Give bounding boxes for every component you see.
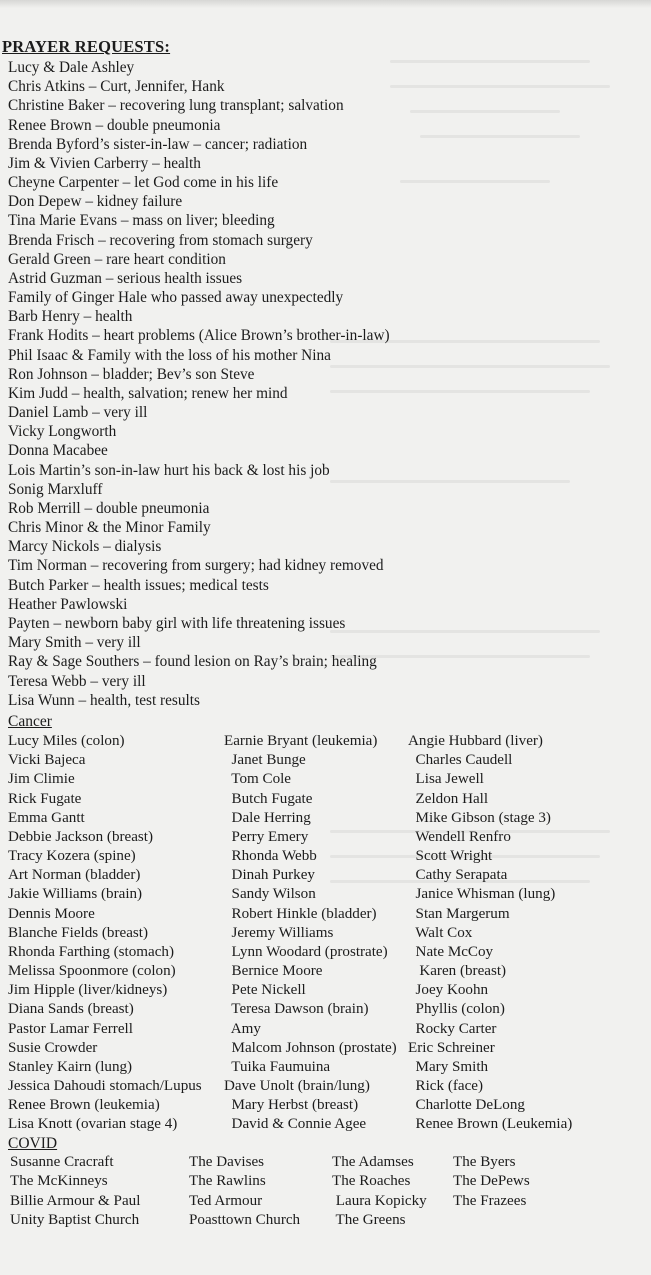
- cancer-list-item: Pete Nickell: [224, 982, 306, 999]
- cancer-list-item: Vicki Bajeca: [8, 752, 86, 769]
- prayer-request-item: Mary Smith – very ill: [8, 634, 141, 652]
- cancer-list-item: Cathy Serapata: [408, 867, 508, 884]
- prayer-request-item: Brenda Byford’s sister-in-law – cancer; radiation: [8, 135, 308, 153]
- cancer-list-item: Teresa Dawson (brain): [224, 1001, 369, 1018]
- covid-list-item: Ted Armour: [189, 1192, 263, 1209]
- cancer-list-item: Joey Koohn: [408, 982, 489, 999]
- cancer-list-item: Dale Herring: [224, 809, 311, 826]
- cancer-list-item: Lucy Miles (colon): [8, 733, 125, 749]
- cancer-list-item: Malcom Johnson (prostate): [224, 1039, 397, 1056]
- prayer-request-item: Chris Minor & the Minor Family: [8, 519, 211, 537]
- cancer-list-item: Renee Brown (Leukemia): [408, 1116, 573, 1133]
- covid-column-2: [189, 1153, 300, 1231]
- cancer-list-item: Dave Unolt (brain/lung): [224, 1078, 370, 1095]
- covid-list-item: The Adamses: [332, 1154, 414, 1170]
- cancer-list-item: Mary Smith: [408, 1058, 489, 1075]
- cancer-list-item: Tuika Faumuina: [224, 1058, 331, 1075]
- cancer-list-item: Stan Margerum: [408, 905, 510, 922]
- covid-section-heading: COVID: [8, 1135, 58, 1152]
- cancer-list-item: Jeremy Williams: [224, 924, 334, 941]
- covid-list-item: The DePews: [453, 1173, 530, 1190]
- cancer-section-heading: Cancer: [8, 713, 52, 730]
- prayer-request-item: Family of Ginger Hale who passed away unexpectedly: [8, 289, 344, 307]
- cancer-list-item: Art Norman (bladder): [8, 867, 141, 884]
- prayer-request-item: Tim Norman – recovering from surgery; had kidney removed: [8, 557, 384, 575]
- prayer-request-item: Gerald Green – rare heart condition: [8, 250, 226, 268]
- cancer-list-item: Janet Bunge: [224, 752, 306, 769]
- prayer-request-item: Brenda Frisch – recovering from stomach surgery: [8, 231, 313, 249]
- cancer-list-item: Jakie Williams (brain): [8, 886, 143, 903]
- prayer-request-item: Lucy & Dale Ashley: [8, 59, 135, 76]
- covid-list-item: Susanne Cracraft: [10, 1154, 114, 1170]
- prayer-request-item: Daniel Lamb – very ill: [8, 404, 148, 422]
- prayer-requests-heading: PRAYER REQUESTS:: [2, 37, 171, 56]
- prayer-requests-list: [8, 58, 390, 710]
- covid-column-1: [10, 1153, 140, 1231]
- covid-list-item: The Frazees: [453, 1192, 527, 1209]
- cancer-list-item: Blanche Fields (breast): [8, 924, 148, 941]
- cancer-list-item: Mary Herbst (breast): [224, 1097, 359, 1114]
- covid-list-item: The Byers: [453, 1154, 516, 1170]
- prayer-request-item: Chris Atkins – Curt, Jennifer, Hank: [8, 78, 225, 96]
- cancer-list-item: Phyllis (colon): [408, 1001, 505, 1018]
- covid-list-item: The McKinneys: [10, 1173, 108, 1190]
- cancer-list-item: Butch Fugate: [224, 790, 313, 807]
- cancer-list-item: Perry Emery: [224, 828, 309, 845]
- cancer-list-item: Rhonda Webb: [224, 848, 317, 865]
- prayer-request-item: Frank Hodits – heart problems (Alice Brown’s brother-in-law): [8, 327, 390, 345]
- covid-list-item: The Roaches: [332, 1173, 411, 1190]
- cancer-list-item: Stanley Kairn (lung): [8, 1058, 133, 1075]
- prayer-request-item: Don Depew – kidney failure: [8, 193, 183, 211]
- cancer-list-item: Scott Wright: [408, 848, 493, 865]
- cancer-list-item: Amy: [224, 1020, 261, 1037]
- covid-list-item: Billie Armour & Paul: [10, 1192, 141, 1209]
- prayer-request-item: Teresa Webb – very ill: [8, 672, 146, 690]
- covid-list-item: Poasttown Church: [189, 1212, 301, 1229]
- prayer-request-item: Phil Isaac & Family with the loss of his mother Nina: [8, 346, 331, 364]
- cancer-list-item: Pastor Lamar Ferrell: [8, 1020, 133, 1037]
- cancer-list-item: Tom Cole: [224, 771, 292, 788]
- prayer-request-item: Tina Marie Evans – mass on liver; bleeding: [8, 212, 275, 230]
- prayer-request-item: Christine Baker – recovering lung transplant; salvation: [8, 97, 344, 115]
- covid-list-item: The Greens: [332, 1212, 406, 1229]
- cancer-list-item: Lisa Knott (ovarian stage 4): [8, 1116, 178, 1133]
- prayer-request-item: Kim Judd – health, salvation; renew her mind: [8, 384, 288, 402]
- cancer-list-item: Janice Whisman (lung): [408, 886, 556, 903]
- cancer-list-item: Nate McCoy: [408, 943, 494, 960]
- prayer-request-item: Barb Henry – health: [8, 308, 133, 326]
- cancer-list-item: Wendell Renfro: [408, 828, 511, 845]
- covid-column-3: [332, 1153, 427, 1231]
- cancer-list-item: Diana Sands (breast): [8, 1001, 134, 1018]
- cancer-list-item: Karen (breast): [408, 963, 507, 980]
- cancer-list-item: Lisa Jewell: [408, 771, 484, 788]
- cancer-list-item: Robert Hinkle (bladder): [224, 905, 377, 922]
- cancer-column-1: [8, 732, 202, 1135]
- cancer-list-item: Charles Caudell: [408, 752, 513, 769]
- cancer-list-item: Angie Hubbard (liver): [408, 733, 543, 749]
- cancer-list-item: Debbie Jackson (breast): [8, 828, 154, 845]
- cancer-list-item: Susie Crowder: [8, 1039, 98, 1056]
- prayer-request-item: Vicky Longworth: [8, 423, 117, 441]
- cancer-list-item: Rick (face): [408, 1078, 484, 1095]
- prayer-request-item: Payten – newborn baby girl with life threatening issues: [8, 614, 346, 632]
- cancer-column-3: [408, 732, 572, 1135]
- cancer-list-item: Tracy Kozera (spine): [8, 848, 136, 865]
- cancer-list-item: Jim Hipple (liver/kidneys): [8, 982, 168, 999]
- cancer-list-item: Walt Cox: [408, 924, 473, 941]
- cancer-list-item: Zeldon Hall: [408, 790, 489, 807]
- covid-list-item: The Rawlins: [189, 1173, 266, 1190]
- cancer-column-2: [224, 732, 397, 1135]
- scan-top-edge: [0, 0, 651, 8]
- cancer-list-item: Lynn Woodard (prostrate): [224, 943, 388, 960]
- cancer-list-item: Dennis Moore: [8, 905, 95, 922]
- covid-list-item: The Davises: [189, 1154, 265, 1170]
- covid-column-4: [453, 1153, 530, 1211]
- prayer-request-item: Butch Parker – health issues; medical tests: [8, 576, 269, 594]
- prayer-request-item: Ray & Sage Southers – found lesion on Ray’s brain; healing: [8, 653, 377, 671]
- prayer-request-item: Lisa Wunn – health, test results: [8, 691, 200, 709]
- cancer-list-item: Rhonda Farthing (stomach): [8, 943, 175, 960]
- prayer-request-item: Heather Pawlowski: [8, 595, 128, 613]
- cancer-list-item: Charlotte DeLong: [408, 1097, 525, 1114]
- prayer-request-item: Marcy Nickols – dialysis: [8, 538, 162, 556]
- prayer-request-item: Sonig Marxluff: [8, 480, 103, 498]
- cancer-list-item: Rick Fugate: [8, 790, 82, 807]
- cancer-list-item: Mike Gibson (stage 3): [408, 809, 551, 826]
- cancer-list-item: Jim Climie: [8, 771, 75, 788]
- cancer-list-item: Melissa Spoonmore (colon): [8, 963, 176, 980]
- prayer-request-item: Jim & Vivien Carberry – health: [8, 154, 201, 172]
- prayer-request-item: Renee Brown – double pneumonia: [8, 116, 221, 134]
- cancer-list-item: Eric Schreiner: [408, 1039, 495, 1056]
- cancer-list-item: Sandy Wilson: [224, 886, 316, 903]
- cancer-list-item: Renee Brown (leukemia): [8, 1097, 160, 1114]
- cancer-list-item: Jessica Dahoudi stomach/Lupus: [8, 1078, 202, 1095]
- cancer-list-item: Dinah Purkey: [224, 867, 315, 884]
- prayer-request-item: Lois Martin’s son-in-law hurt his back & lost his job: [8, 461, 330, 479]
- prayer-request-item: Cheyne Carpenter – let God come in his life: [8, 174, 279, 192]
- prayer-request-item: Astrid Guzman – serious health issues: [8, 269, 243, 287]
- cancer-list-item: Rocky Carter: [408, 1020, 497, 1037]
- prayer-request-item: Rob Merrill – double pneumonia: [8, 499, 210, 517]
- prayer-request-item: Donna Macabee: [8, 442, 108, 460]
- cancer-list-item: Bernice Moore: [224, 963, 323, 980]
- cancer-list-item: David & Connie Agee: [224, 1116, 367, 1133]
- covid-list-item: Laura Kopicky: [332, 1192, 427, 1209]
- prayer-request-item: Ron Johnson – bladder; Bev’s son Steve: [8, 365, 255, 383]
- covid-list-item: Unity Baptist Church: [10, 1212, 140, 1229]
- cancer-list-item: Emma Gantt: [8, 809, 85, 826]
- cancer-list-item: Earnie Bryant (leukemia): [224, 733, 378, 749]
